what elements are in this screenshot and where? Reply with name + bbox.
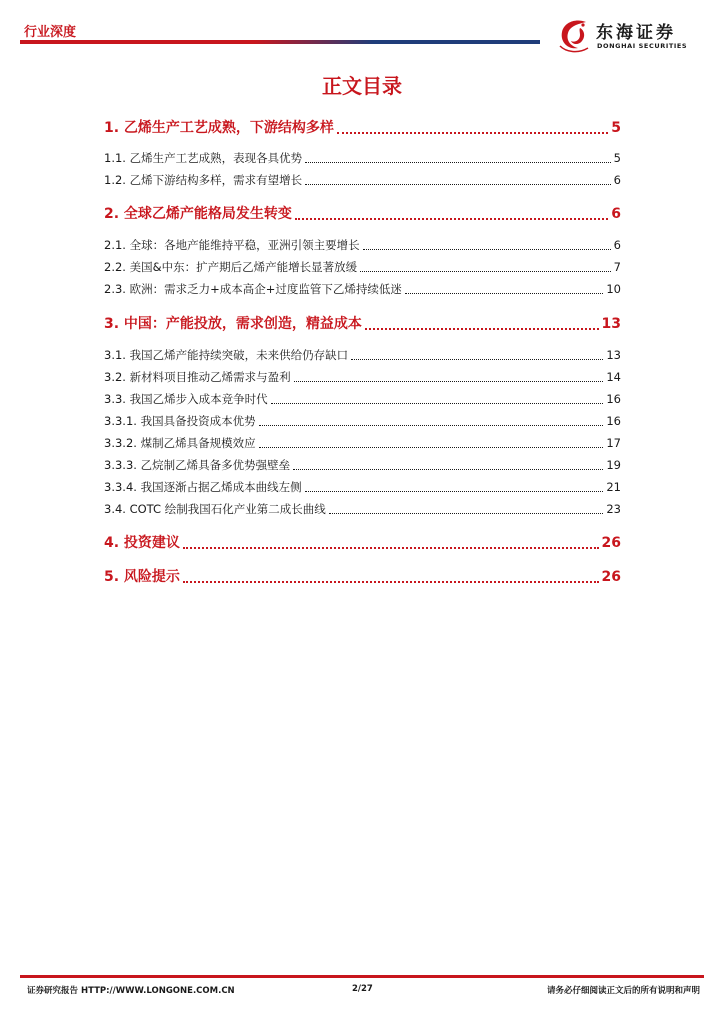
toc-leader-dots bbox=[365, 327, 599, 330]
toc-leader-dots bbox=[183, 580, 599, 583]
toc-entry[interactable] bbox=[104, 203, 621, 223]
toc-entry[interactable] bbox=[104, 413, 621, 429]
logo-english-name: DONGHAI SECURITIES bbox=[597, 42, 688, 50]
toc-leader-dots bbox=[295, 217, 608, 220]
toc-entry-title: 3.3.1. 我国具备投资成本优势 bbox=[104, 414, 256, 428]
toc-leader-dots bbox=[363, 248, 611, 250]
header-bar bbox=[20, 40, 540, 44]
toc-entry-title: 1.2. 乙烯下游结构多样，需求有望增长 bbox=[104, 173, 303, 187]
toc-entry[interactable] bbox=[104, 369, 621, 385]
toc-entry[interactable] bbox=[104, 347, 621, 363]
toc-leader-dots bbox=[259, 424, 604, 426]
toc-entry-page: 26 bbox=[601, 535, 621, 551]
toc-leader-dots bbox=[183, 546, 599, 549]
toc-entry-title: 4. 投资建议 bbox=[104, 535, 180, 551]
toc-entry[interactable] bbox=[104, 479, 621, 495]
toc-entry-page: 23 bbox=[606, 502, 621, 516]
toc-entry-page: 10 bbox=[606, 282, 621, 296]
toc-entry-title: 1. 乙烯生产工艺成熟，下游结构多样 bbox=[104, 120, 334, 136]
toc-leader-dots bbox=[259, 446, 604, 448]
toc-entry-title: 5. 风险提示 bbox=[104, 569, 180, 585]
toc-entry[interactable] bbox=[104, 501, 621, 517]
toc-entry[interactable] bbox=[104, 237, 621, 253]
toc-leader-dots bbox=[405, 292, 603, 294]
toc-leader-dots bbox=[271, 402, 604, 404]
toc-entry-page: 17 bbox=[606, 436, 621, 450]
toc-leader-dots bbox=[294, 380, 604, 382]
toc-entry-page: 16 bbox=[606, 414, 621, 428]
toc-entry-title: 3. 中国：产能投放，需求创造，精益成本 bbox=[104, 316, 362, 332]
toc-entry[interactable] bbox=[104, 532, 621, 552]
toc-leader-dots bbox=[293, 468, 603, 470]
toc-entry-page: 14 bbox=[606, 370, 621, 384]
toc-leader-dots bbox=[360, 270, 611, 272]
toc-entry[interactable] bbox=[104, 281, 621, 297]
toc-entry-page: 16 bbox=[606, 392, 621, 406]
toc-entry-title: 3.3.4. 我国逐渐占据乙烯成本曲线左侧 bbox=[104, 480, 302, 494]
toc-entry-title: 3.3. 我国乙烯步入成本竞争时代 bbox=[104, 392, 268, 406]
footer-website: 证券研究报告 HTTP://WWW.LONGONE.COM.CN bbox=[27, 986, 235, 996]
toc-entry[interactable] bbox=[104, 391, 621, 407]
toc-entry-title: 2.2. 美国&中东：扩产期后乙烯产能增长显著放缓 bbox=[104, 260, 358, 274]
toc-entry-page: 5 bbox=[613, 151, 621, 165]
footer-line bbox=[20, 975, 704, 978]
toc-entry-page: 6 bbox=[613, 173, 621, 187]
toc-entry-page: 6 bbox=[611, 206, 621, 222]
toc-leader-dots bbox=[351, 358, 603, 360]
toc-entry-page: 26 bbox=[601, 569, 621, 585]
toc-entry[interactable] bbox=[104, 117, 621, 137]
toc-entry-title: 3.3.2. 煤制乙烯具备规模效应 bbox=[104, 436, 256, 450]
toc-leader-dots bbox=[337, 131, 608, 134]
toc-entry[interactable] bbox=[104, 566, 621, 586]
toc-entry-title: 1.1. 乙烯生产工艺成熟，表现各具优势 bbox=[104, 151, 303, 165]
dragon-logo-icon bbox=[556, 16, 594, 54]
company-logo bbox=[556, 16, 706, 58]
toc-entry[interactable] bbox=[104, 313, 621, 333]
toc-entry-title: 3.4. COTC 绘制我国石化产业第二成长曲线 bbox=[104, 502, 326, 516]
toc-title: 正文目录 bbox=[322, 74, 402, 98]
footer-page-number: 2/27 bbox=[352, 984, 373, 994]
toc-entry[interactable] bbox=[104, 457, 621, 473]
toc-entry-title: 3.2. 新材料项目推动乙烯需求与盈利 bbox=[104, 370, 291, 384]
toc-leader-dots bbox=[305, 490, 604, 492]
report-category: 行业深度 bbox=[24, 25, 77, 40]
toc-entry-title: 3.3.3. 乙烷制乙烯具备多优势强壁垒 bbox=[104, 458, 291, 472]
toc-entry-page: 6 bbox=[613, 238, 621, 252]
toc-entry-page: 21 bbox=[606, 480, 621, 494]
toc-entry-page: 13 bbox=[601, 316, 621, 332]
toc-entry-page: 7 bbox=[613, 260, 621, 274]
toc-leader-dots bbox=[305, 183, 611, 185]
logo-chinese-name: 东海证券 bbox=[596, 23, 676, 43]
toc-entry-page: 19 bbox=[606, 458, 621, 472]
toc-leader-dots bbox=[305, 161, 611, 163]
toc-entry-title: 2. 全球乙烯产能格局发生转变 bbox=[104, 206, 292, 222]
toc-entry-title: 2.3. 欧洲：需求乏力+成本高企+过度监管下乙烯持续低迷 bbox=[104, 282, 402, 296]
footer-disclaimer: 请务必仔细阅读正文后的所有说明和声明 bbox=[546, 986, 700, 996]
toc-entry[interactable] bbox=[104, 172, 621, 188]
toc-entry[interactable] bbox=[104, 435, 621, 451]
toc-entry-page: 13 bbox=[606, 348, 621, 362]
toc-entry[interactable] bbox=[104, 259, 621, 275]
toc-entry[interactable] bbox=[104, 150, 621, 166]
toc-entry-title: 3.1. 我国乙烯产能持续突破，未来供给仍存缺口 bbox=[104, 348, 349, 362]
toc-leader-dots bbox=[329, 512, 604, 514]
toc-entry-title: 2.1. 全球：各地产能维持平稳，亚洲引领主要增长 bbox=[104, 238, 360, 252]
toc-entry-page: 5 bbox=[611, 120, 621, 136]
